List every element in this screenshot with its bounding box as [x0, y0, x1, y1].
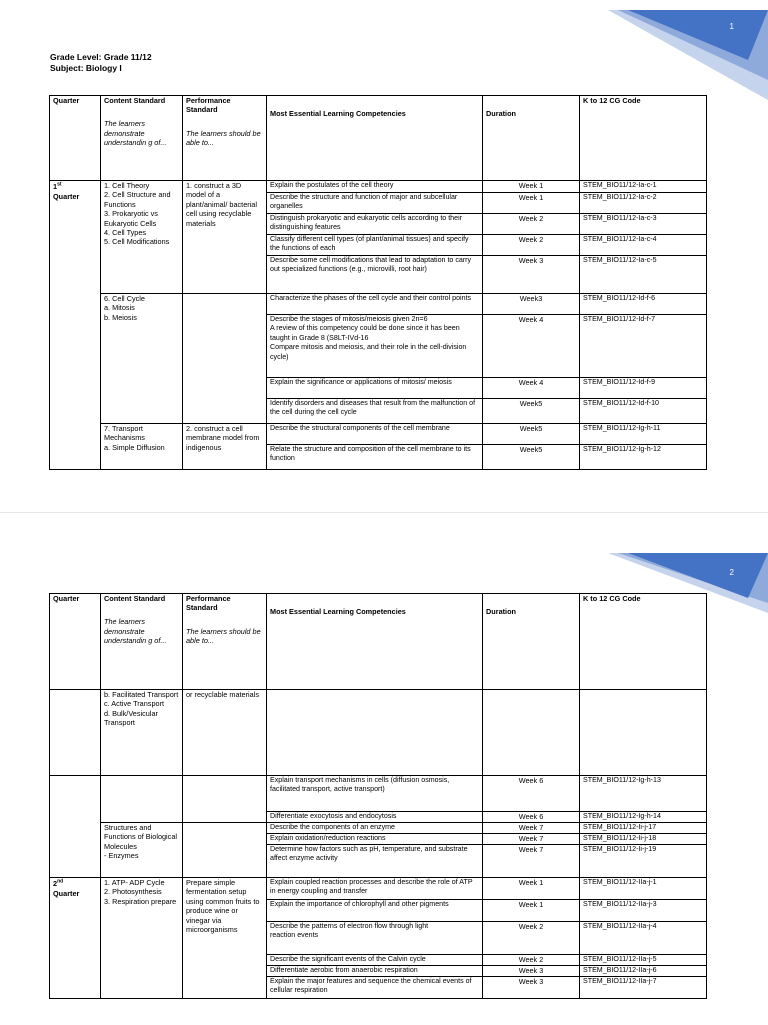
- duration-cell: Week 7: [483, 845, 580, 878]
- content-standard-cell: 6. Cell Cycle a. Mitosis b. Meiosis: [101, 294, 183, 424]
- performance-standard-header: Performance Standard The learners should be able to...: [183, 96, 267, 181]
- table-header-row: [50, 96, 707, 181]
- code-cell: STEM_BIO11/12-Ia-c-1: [580, 181, 707, 193]
- competency-cell: Describe the patterns of electron flow through light reaction events: [267, 922, 483, 955]
- quarter-header: Quarter: [50, 96, 101, 181]
- melc-header: Most Essential Learning Competencies: [267, 594, 483, 690]
- performance-standard-cell: 2. construct a cell membrane model from indigenous: [183, 424, 267, 470]
- competency-cell: Describe the components of an enzyme: [267, 823, 483, 834]
- competency-cell: Explain the major features and sequence the chemical events of cellular respiration: [267, 977, 483, 999]
- competency-cell: Determine how factors such as pH, temperature, and substrate affect enzyme activity: [267, 845, 483, 878]
- table-row: [50, 878, 707, 900]
- code-cell: STEM_BIO11/12-Id-f-9: [580, 378, 707, 399]
- content-standard-cell: [101, 776, 183, 823]
- quarter-header: Quarter: [50, 594, 101, 690]
- code-cell: STEM_BIO11/12-Ig-h-12: [580, 445, 707, 470]
- duration-cell: Week 2: [483, 235, 580, 256]
- competency-cell: Differentiate exocytosis and endocytosis: [267, 812, 483, 823]
- code-cell: STEM_BIO11/12-Ig-h-14: [580, 812, 707, 823]
- code-cell: [580, 690, 707, 776]
- code-header: K to 12 CG Code: [580, 594, 707, 690]
- duration-cell: [483, 690, 580, 776]
- page-number: 2: [729, 568, 734, 577]
- melc-header: Most Essential Learning Competencies: [267, 96, 483, 181]
- code-cell: STEM_BIO11/12-Ii-j-18: [580, 834, 707, 845]
- code-cell: STEM_BIO11/12-IIa-j-1: [580, 878, 707, 900]
- duration-cell: Week 1: [483, 900, 580, 922]
- code-cell: STEM_BIO11/12-Id-f-10: [580, 399, 707, 424]
- duration-cell: Week3: [483, 294, 580, 315]
- duration-cell: Week 3: [483, 256, 580, 294]
- content-standard-header: Content Standard The learners demonstrate understandin g of...: [101, 96, 183, 181]
- quarter-number: 1st: [53, 182, 62, 192]
- performance-standard-cell: Prepare simple fermentation setup using common fruits to produce wine or vinegar via microorganisms: [183, 878, 267, 999]
- duration-cell: Week 2: [483, 922, 580, 955]
- duration-header: Duration: [483, 96, 580, 181]
- grade-level: Grade Level: Grade 11/12: [50, 52, 152, 62]
- subject: Subject: Biology I: [50, 63, 122, 73]
- duration-cell: Week 6: [483, 812, 580, 823]
- code-cell: STEM_BIO11/12-IIa-j-5: [580, 955, 707, 966]
- duration-cell: Week5: [483, 445, 580, 470]
- duration-header: Duration: [483, 594, 580, 690]
- code-cell: STEM_BIO11/12-Ia-c-2: [580, 193, 707, 214]
- duration-cell: Week 2: [483, 955, 580, 966]
- competency-cell: Describe the structural components of the cell membrane: [267, 424, 483, 445]
- content-standard-cell: 1. Cell Theory 2. Cell Structure and Functions 3. Prokaryotic vs Eukaryotic Cells 4. Cell Types 5. Cell Modifications: [101, 181, 183, 294]
- content-standard-cell: 1. ATP- ADP Cycle 2. Photosynthesis 3. Respiration prepare: [101, 878, 183, 999]
- code-cell: STEM_BIO11/12-Ia-c-5: [580, 256, 707, 294]
- competency-cell: Relate the structure and composition of the cell membrane to its function: [267, 445, 483, 470]
- duration-cell: Week 4: [483, 378, 580, 399]
- table-row: [50, 181, 707, 193]
- competency-cell: Describe the structure and function of major and subcellular organelles: [267, 193, 483, 214]
- code-cell: STEM_BIO11/12-IIa-j-4: [580, 922, 707, 955]
- performance-standard-cell: or recyclable materials: [183, 690, 267, 776]
- page-number: 1: [729, 22, 734, 31]
- duration-cell: Week 1: [483, 181, 580, 193]
- duration-cell: Week 1: [483, 878, 580, 900]
- duration-cell: Week5: [483, 424, 580, 445]
- competency-cell: Explain transport mechanisms in cells (diffusion osmosis, facilitated transport, active transport): [267, 776, 483, 812]
- code-cell: STEM_BIO11/12-Ig-h-11: [580, 424, 707, 445]
- code-cell: STEM_BIO11/12-Ii-j-17: [580, 823, 707, 834]
- performance-standard-cell: [183, 776, 267, 823]
- code-cell: STEM_BIO11/12-Id-f-6: [580, 294, 707, 315]
- quarter-cell: [50, 878, 101, 999]
- corner-decoration: [608, 0, 768, 100]
- competency-cell: Characterize the phases of the cell cycle and their control points: [267, 294, 483, 315]
- competency-cell: Explain coupled reaction processes and describe the role of ATP in energy coupling and transfer: [267, 878, 483, 900]
- table-header-row: [50, 594, 707, 690]
- competency-cell: Identify disorders and diseases that result from the malfunction of the cell during the cell cycle: [267, 399, 483, 424]
- quarter-cell: [50, 181, 101, 470]
- page-1: [0, 0, 768, 512]
- code-cell: STEM_BIO11/12-Ig-h-13: [580, 776, 707, 812]
- content-standard-cell: b. Facilitated Transport c. Active Transport d. Bulk/Vesicular Transport: [101, 690, 183, 776]
- code-cell: STEM_BIO11/12-Ii-j-19: [580, 845, 707, 878]
- quarter-word: Quarter: [53, 888, 80, 898]
- competency-cell: Differentiate aerobic from anaerobic respiration: [267, 966, 483, 977]
- competency-cell: Describe the stages of mitosis/meiosis given 2n=6 A review of this competency could be done since it has been taught in Grade 8 (S8LT-IVd-16 Compare mitosis and meiosis, and their role in the cell-division cycle): [267, 315, 483, 378]
- code-cell: STEM_BIO11/12-Ia-c-4: [580, 235, 707, 256]
- quarter-cell: [50, 690, 101, 776]
- duration-cell: Week 7: [483, 834, 580, 845]
- table-row: [50, 823, 707, 834]
- content-standard-cell: 7. Transport Mechanisms a. Simple Diffusion: [101, 424, 183, 470]
- page-2: [0, 512, 768, 1025]
- performance-standard-cell: 1. construct a 3D model of a plant/animal/ bacterial cell using recyclable materials: [183, 181, 267, 294]
- performance-standard-header: Performance Standard The learners should be able to...: [183, 594, 267, 690]
- competency-cell: Describe the significant events of the Calvin cycle: [267, 955, 483, 966]
- competency-cell: Distinguish prokaryotic and eukaryotic cells according to their distinguishing features: [267, 214, 483, 235]
- duration-cell: Week 3: [483, 966, 580, 977]
- code-cell: STEM_BIO11/12-Ia-c-3: [580, 214, 707, 235]
- competency-cell: Explain the significance or applications of mitosis/ meiosis: [267, 378, 483, 399]
- quarter-number: 2nd: [53, 879, 64, 889]
- table-row: [50, 690, 707, 776]
- duration-cell: Week 7: [483, 823, 580, 834]
- melc-table-2: [49, 593, 707, 999]
- duration-cell: Week 4: [483, 315, 580, 378]
- code-cell: STEM_BIO11/12-Id-f-7: [580, 315, 707, 378]
- competency-cell: Classify different cell types (of plant/animal tissues) and specify the functions of each: [267, 235, 483, 256]
- table-row: [50, 294, 707, 315]
- duration-cell: Week 6: [483, 776, 580, 812]
- melc-table-1: [49, 95, 707, 470]
- competency-cell: Explain the importance of chlorophyll and other pigments: [267, 900, 483, 922]
- code-header: K to 12 CG Code: [580, 96, 707, 181]
- code-cell: STEM_BIO11/12-IIa-j-3: [580, 900, 707, 922]
- performance-standard-cell: [183, 823, 267, 878]
- code-cell: STEM_BIO11/12-IIa-j-7: [580, 977, 707, 999]
- duration-cell: Week 2: [483, 214, 580, 235]
- competency-cell: Explain oxidation/reduction reactions: [267, 834, 483, 845]
- competency-cell: [267, 690, 483, 776]
- code-cell: STEM_BIO11/12-IIa-j-6: [580, 966, 707, 977]
- duration-cell: Week 3: [483, 977, 580, 999]
- competency-cell: Explain the postulates of the cell theory: [267, 181, 483, 193]
- performance-standard-cell: [183, 294, 267, 424]
- table-row: [50, 424, 707, 445]
- quarter-word: Quarter: [53, 191, 80, 201]
- duration-cell: Week 1: [483, 193, 580, 214]
- table-row: [50, 776, 707, 812]
- quarter-cell: [50, 776, 101, 878]
- content-standard-cell: Structures and Functions of Biological Molecules - Enzymes: [101, 823, 183, 878]
- duration-cell: Week5: [483, 399, 580, 424]
- competency-cell: Describe some cell modifications that lead to adaptation to carry out specialized functions (e.g., microvilli, root hair): [267, 256, 483, 294]
- content-standard-header: Content Standard The learners demonstrate understandin g of...: [101, 594, 183, 690]
